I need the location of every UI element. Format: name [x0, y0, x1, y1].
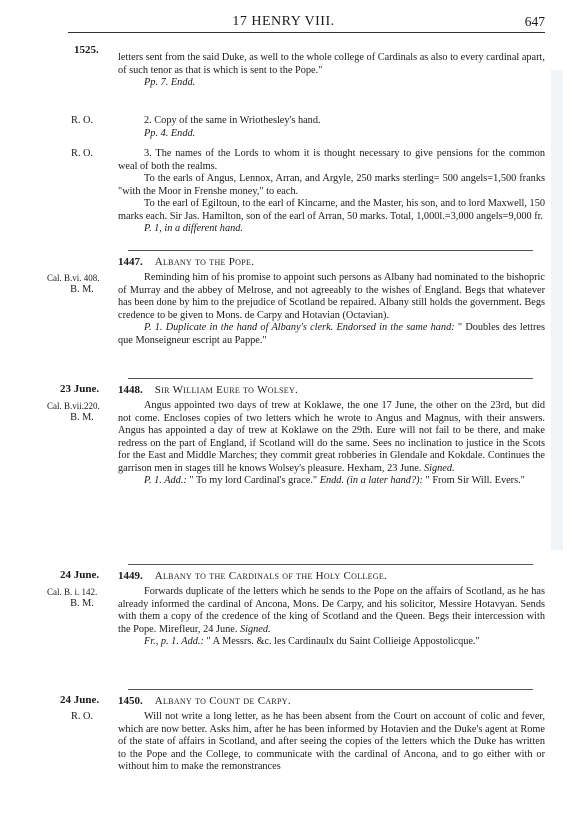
running-header	[0, 14, 567, 32]
entry-body-1449	[118, 586, 545, 649]
header-rule	[68, 32, 545, 33]
entry-body-1447	[118, 272, 545, 347]
entry-text	[118, 400, 545, 475]
entry-body-text: Angus appointed two days of trew at Koklawe, the one 17 June, the other on the 23rd, but did not come. Encloses copies of two letters which he wrote to Angus and Magnus, with their answers. Angus has appointed a day of trew at Koklawe on the 29th. Eure will not fail to be there, and make redress on the part of England, if Scotland will do the same. Sees no inclination to justice in the Scots for the East and Middle Marches; they commit great robberies in Glendale and Kokdale. Continues the garrison men in stages till he knows Wolsey's pleasure. Hexham, 23 June.	[118, 400, 545, 474]
margin-source: R. O.	[70, 711, 94, 722]
entry-heading-1447	[118, 256, 545, 269]
entry-text: 2. Copy of the same in Wriothesley's hand.	[144, 115, 321, 126]
entry-note: Pp. 7. Endd.	[144, 77, 196, 88]
entry-text: letters sent from the said Duke, as well to the whole college of Cardinals as also to every cardinal apart, of such tenor as that is which is sent to the Pope."	[118, 52, 545, 76]
margin-year: 1525.	[74, 44, 99, 56]
calendar-entry-continuation	[118, 52, 545, 90]
margin-date: 24 June.	[60, 694, 100, 706]
margin-reference: Cal. B. i. 142.	[47, 587, 98, 597]
entry-text: Reminding him of his promise to appoint such persons as Albany had nominated to the bishopric of Murray and the abbey of Melrose, and not agreeably to the wishes of England. Begs that whatever has been done by him to the prejudice of Scotland be repaired. Albany still holds the government. Begs credence to be given to Mons. de Carpy and Hotavian (Octavian).	[118, 272, 545, 321]
signed-mark: Signed.	[239, 623, 271, 635]
entry-number: 1447.	[118, 256, 143, 268]
note-italic: P. 1. Add.:	[144, 475, 187, 486]
margin-date: 23 June.	[60, 383, 100, 395]
running-title: 17 HENRY VIII.	[232, 14, 335, 29]
margin-source: B. M.	[70, 284, 94, 295]
entry-body-1450	[118, 711, 545, 774]
entry-title: Sir William Eure to Wolsey.	[154, 384, 299, 396]
entry-body-1448	[118, 400, 545, 488]
entry-note: Pp. 4. Endd.	[144, 127, 196, 139]
margin-date: 24 June.	[60, 569, 100, 581]
page-number: 647	[524, 14, 545, 29]
signed-mark: Signed.	[423, 462, 455, 474]
entry-divider	[128, 378, 533, 379]
entry-note: P. 1, in a different hand.	[144, 223, 243, 234]
entry-note	[118, 636, 545, 649]
entry-text: To the earls of Angus, Lennox, Arran, and Argyle, 250 marks sterling= 500 angels=1,500 franks "with the Moor in Frenshe money," to each.	[118, 173, 545, 197]
margin-source: B. M.	[70, 598, 94, 609]
note-quote: " A Messrs. &c. les Cardinaulx du Saint Collieige Appostolicque."	[206, 636, 480, 647]
entry-note	[118, 475, 545, 488]
entry-body-text: Forwards duplicate of the letters which he sends to the Pope on the affairs of Scotland, as he has already informed the cardinal of Ancona, Mons. De Carpy, and his solicitor, Messire Hotavyan. Sends with them a copy of the credence of the king of Scotland and the Queen. Begs their intercession with the Pope. Mirefleur, 24 June.	[118, 586, 545, 635]
note-italic: P. 1. Duplicate in the hand of Albany's clerk. Endorsed in the same hand:	[144, 322, 455, 333]
entry-text: 3. The names of the Lords to whom it is thought necessary to give pensions for the common weal of both the realms.	[118, 148, 545, 172]
note-italic: Endd. (in a later hand?):	[319, 475, 423, 486]
note-quote: " Doubles des lettres que Monseigneur escript au Pappe."	[118, 322, 545, 346]
entry-number: 1450.	[118, 695, 143, 707]
margin-source: B. M.	[70, 412, 94, 423]
entry-text	[118, 586, 545, 636]
entry-title: Albany to the Pope.	[154, 256, 255, 268]
entry-divider	[128, 250, 533, 251]
entry-number: 1448.	[118, 384, 143, 396]
entry-heading-1448	[118, 384, 545, 397]
entry-text: To the earl of Egiltoun, to the earl of Kincarne, and the Master, his son, and to lord Maxwell, 150 marks each. Sir Jas. Hamilton, son of the earl of Arran, 50 marks. Total, 1,000l.=3,000 angels=9,000 fr.	[118, 198, 545, 222]
note-quote: " To my lord Cardinal's grace."	[189, 475, 318, 486]
calendar-entry-pensions	[118, 148, 545, 236]
entry-number: 1449.	[118, 570, 143, 582]
entry-text: Will not write a long letter, as he has been absent from the Court on account of colic and fever, which are now better. Asks him, after he has been informed by Hotavien and the Duke's agent at Rome of the state of affairs in Scotland, and after seeing the copies of the letters which the Duke has written to the Pope and the College, to communicate with the cardinal of Ancona, and to go either with or without him to make the remonstrances	[118, 711, 545, 772]
margin-source: R. O.	[70, 115, 94, 126]
watermark-strip	[547, 70, 567, 550]
note-quote: " From Sir Will. Evers."	[425, 475, 525, 486]
margin-source: R. O.	[70, 148, 94, 159]
margin-reference: Cal. B.vi. 408.	[47, 273, 100, 283]
entry-divider	[128, 689, 533, 690]
entry-title: Albany to Count de Carpy.	[154, 695, 291, 707]
entry-note	[118, 322, 545, 347]
entry-heading-1449	[118, 570, 545, 583]
note-italic: Fr., p. 1. Add.:	[144, 636, 204, 647]
calendar-entry-copy	[118, 115, 545, 140]
entry-divider	[128, 564, 533, 565]
entry-title: Albany to the Cardinals of the Holy College.	[154, 570, 388, 582]
margin-reference: Cal. B.vii.220.	[47, 401, 100, 411]
entry-heading-1450	[118, 695, 545, 708]
